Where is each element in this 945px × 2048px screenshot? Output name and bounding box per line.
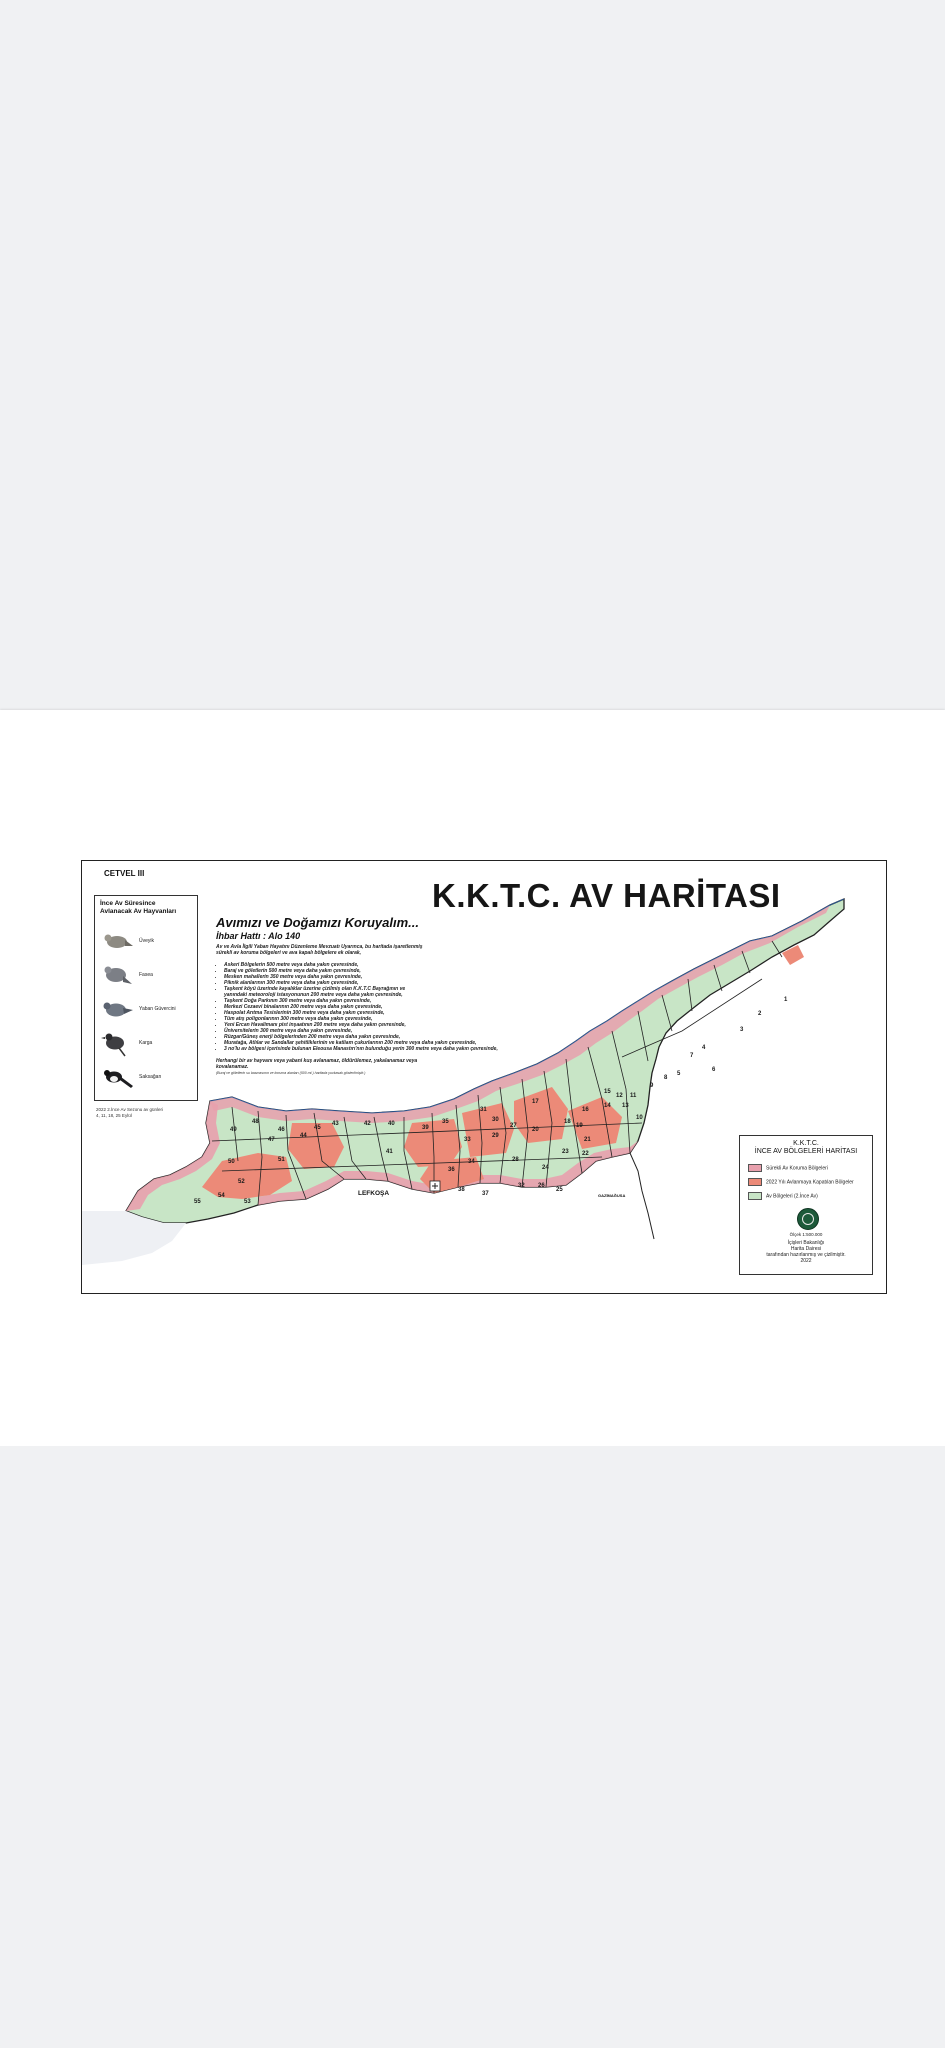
zone-7: 7 [690, 1053, 694, 1059]
zone-38: 38 [458, 1187, 465, 1193]
zone-51: 51 [278, 1157, 285, 1163]
magpie-icon [99, 1062, 133, 1092]
zone-6: 6 [712, 1067, 716, 1073]
zone-29: 29 [492, 1133, 499, 1139]
zone-44: 44 [300, 1133, 307, 1139]
regulation-item: • Tüm atış poligonlarının 300 metre veya daha yakın çevresinde, [224, 1016, 536, 1022]
map-scale: Ölçek 1:500.000 [789, 1232, 823, 1237]
airport-marker [430, 1181, 440, 1191]
species-item: Fasea [99, 960, 195, 990]
zone-28: 28 [512, 1157, 519, 1163]
regulation-item: • Baraj ve göletlerin 500 metre veya daha yakın çevresinde, [224, 968, 536, 974]
species-panel [94, 895, 198, 1101]
zone-49: 49 [230, 1127, 237, 1133]
zone-32: 32 [518, 1183, 525, 1189]
legend-item-hunting: Av Bölgeleri (2.İnce Av) [748, 1192, 818, 1200]
regulation-item: yanındaki meteoroloji istasyonunun 200 metre veya daha yakın çevresinde, [224, 992, 403, 998]
legend-title-line1: K.K.T.C. [793, 1140, 819, 1147]
regulation-item: • Mesken mahallerin 350 metre veya daha yakın çevresinde, [224, 974, 536, 980]
zone-21: 21 [584, 1137, 591, 1143]
turtle-dove-icon [99, 926, 133, 956]
legend-swatch-closed [748, 1178, 762, 1186]
hotline-text: İhbar Hattı : Alo 140 [216, 931, 301, 941]
city-label-famagusta: GAZİMAĞUSA [598, 1193, 626, 1198]
zone-4: 4 [702, 1045, 706, 1051]
season-dates-note: 2022 2.İnce Av Sezonu av günleri 4, 11, 18, 25 Eylül [96, 1107, 163, 1118]
regulation-item: • Rüzgar/Güneş enerji bölgelerinden 200 metre veya daha yakın çevresinde, [224, 1034, 536, 1040]
zone-18: 18 [564, 1119, 571, 1125]
zone-43: 43 [332, 1121, 339, 1127]
zone-11: 11 [630, 1093, 637, 1099]
regulation-item: • Merkezi Cezaevi binalarının 200 metre veya daha yakın çevresinde, [224, 1004, 536, 1010]
zone-35: 35 [442, 1119, 449, 1125]
city-label-nicosia: LEFKOŞA [358, 1190, 390, 1197]
regulations-panel [216, 915, 536, 1075]
zone-34: 34 [468, 1159, 475, 1165]
zone-2: 2 [758, 1011, 762, 1017]
species-item: Üveyik [99, 926, 195, 956]
regulation-item: • Piknik alanlarının 300 metre veya daha yakın çevresinde, [224, 980, 536, 986]
species-item: Saksağan [99, 1062, 195, 1092]
zone-39: 39 [422, 1125, 429, 1131]
zone-16: 16 [582, 1107, 589, 1113]
zone-40: 40 [388, 1121, 395, 1127]
wild-pigeon-icon [99, 994, 133, 1024]
zone-25: 25 [556, 1187, 563, 1193]
zone-50: 50 [228, 1159, 235, 1165]
zone-15: 15 [604, 1089, 611, 1095]
ministry-logo-icon [797, 1208, 819, 1230]
legend-swatch-hunting [748, 1192, 762, 1200]
species-item: Yaban Güvercini [99, 994, 195, 1024]
zone-19: 19 [576, 1123, 583, 1129]
regulation-item: • Taşkent köyü üzerinde kayalıklar üzerine çizilmiş olan K.K.T.C Bayrağının ve [224, 986, 536, 992]
zone-3: 3 [740, 1027, 744, 1033]
zone-41: 41 [386, 1149, 393, 1155]
regulation-item: • 3 no'lu av bölgesi içerisinde bulunan Eleousa Manastırı'nın bulunduğu yerin 300 metre veya daha yakın çevresinde, [224, 1046, 536, 1052]
legend-item-protected: Sürekli Av Koruma Bölgeleri [748, 1164, 828, 1172]
zone-48: 48 [252, 1119, 259, 1125]
species-item: Karga [99, 1028, 195, 1058]
zone-14: 14 [604, 1103, 611, 1109]
zone-20: 20 [532, 1127, 539, 1133]
viewer-background-bottom [0, 1446, 945, 2048]
document-page [0, 710, 945, 1446]
zone-37: 37 [482, 1191, 489, 1197]
zone-33: 33 [464, 1137, 471, 1143]
regulations-intro: Av ve Avla İlgili Yaban Hayatını Düzenleme Mevzuatı Uyarınca, bu haritada işaretlenmiş sürekli av koruma bölgeleri ve ava kapalı bölgelere ek olarak, [216, 944, 423, 956]
map-title: K.K.T.C. AV HARİTASI [432, 877, 781, 914]
zone-10: 10 [636, 1115, 643, 1121]
regulation-item: • Askeri Bölgelerin 500 metre veya daha yakın çevresinde, [224, 962, 536, 968]
regulations-footer: Herhangi bir av hayvanı veya yabani kuş avlanamaz, öldürülemez, yakalanamaz veya kovalanamaz. [216, 1058, 418, 1070]
zone-9: 9 [650, 1083, 654, 1089]
regulations-heading: Avımızı ve Doğamızı Koruyalım... [216, 915, 419, 930]
zone-45: 45 [314, 1125, 321, 1131]
zone-5: 5 [677, 1071, 681, 1077]
regulation-item: • Muratağa, Atlılar ve Sandallar şehitliklerinin ve katliam çukurlarının 200 metre veya daha yakın çevresinde, [224, 1040, 536, 1046]
zone-42: 42 [364, 1121, 371, 1127]
hunting-map-poster [81, 860, 887, 1294]
legend-item-closed: 2022 Yılı Avlanmaya Kapatılan Bölgeler [748, 1178, 854, 1186]
zone-23: 23 [562, 1149, 569, 1155]
zone-13: 13 [622, 1103, 629, 1109]
regulation-item: • Yeni Ercan Havalimanı pist inşaatının 200 metre veya daha yakın çevresinde, [224, 1022, 536, 1028]
document-label: CETVEL III [104, 869, 145, 878]
regulation-item: • Üniversitelerin 300 metre veya daha yakın çevresinde, [224, 1028, 536, 1034]
zone-22: 22 [582, 1151, 589, 1157]
zone-30: 30 [492, 1117, 499, 1123]
zone-47: 47 [268, 1137, 275, 1143]
regulation-item: • Taşkent Doğa Parkının 300 metre veya daha yakın çevresinde, [224, 998, 536, 1004]
zone-53: 53 [244, 1199, 251, 1205]
species-panel-title: İnce Av Süresince Avlanacak Av Hayvanları [100, 900, 177, 915]
zone-8: 8 [664, 1075, 668, 1081]
zone-24: 24 [542, 1165, 549, 1171]
zone-36: 36 [448, 1167, 455, 1173]
zone-54: 54 [218, 1193, 225, 1199]
zone-55: 55 [194, 1199, 201, 1205]
regulation-item: • Haspolat Arıtma Tesislerinin 300 metre veya daha yakın çevresinde, [224, 1010, 536, 1016]
legend-swatch-protected [748, 1164, 762, 1172]
zone-12: 12 [616, 1093, 623, 1099]
zone-17: 17 [532, 1099, 539, 1105]
zone-52: 52 [238, 1179, 245, 1185]
zone-26: 26 [538, 1183, 545, 1189]
zone-1: 1 [784, 997, 788, 1003]
zone-27: 27 [510, 1123, 517, 1129]
map-legend [739, 1135, 873, 1275]
legend-title-line2: İNCE AV BÖLGELERİ HARİTASI [754, 1148, 858, 1155]
regulations-small-note: (Buraj ve göletlerin su basmasının ve koruma alanları (500 mt.) haritada yuvkasak gösterilmiştir.) [216, 1071, 366, 1075]
zone-46: 46 [278, 1127, 285, 1133]
crow-icon [99, 1028, 133, 1058]
wood-pigeon-icon [99, 960, 133, 990]
zone-31: 31 [480, 1107, 487, 1113]
regulations-list [216, 962, 536, 1052]
viewer-background-top [0, 0, 945, 710]
map-credit: İçişleri Bakanlığı Harita Dairesi tarafından hazırlanmış ve çizilmiştir. 2022 [766, 1240, 846, 1264]
south-coast-extension [630, 1153, 654, 1239]
